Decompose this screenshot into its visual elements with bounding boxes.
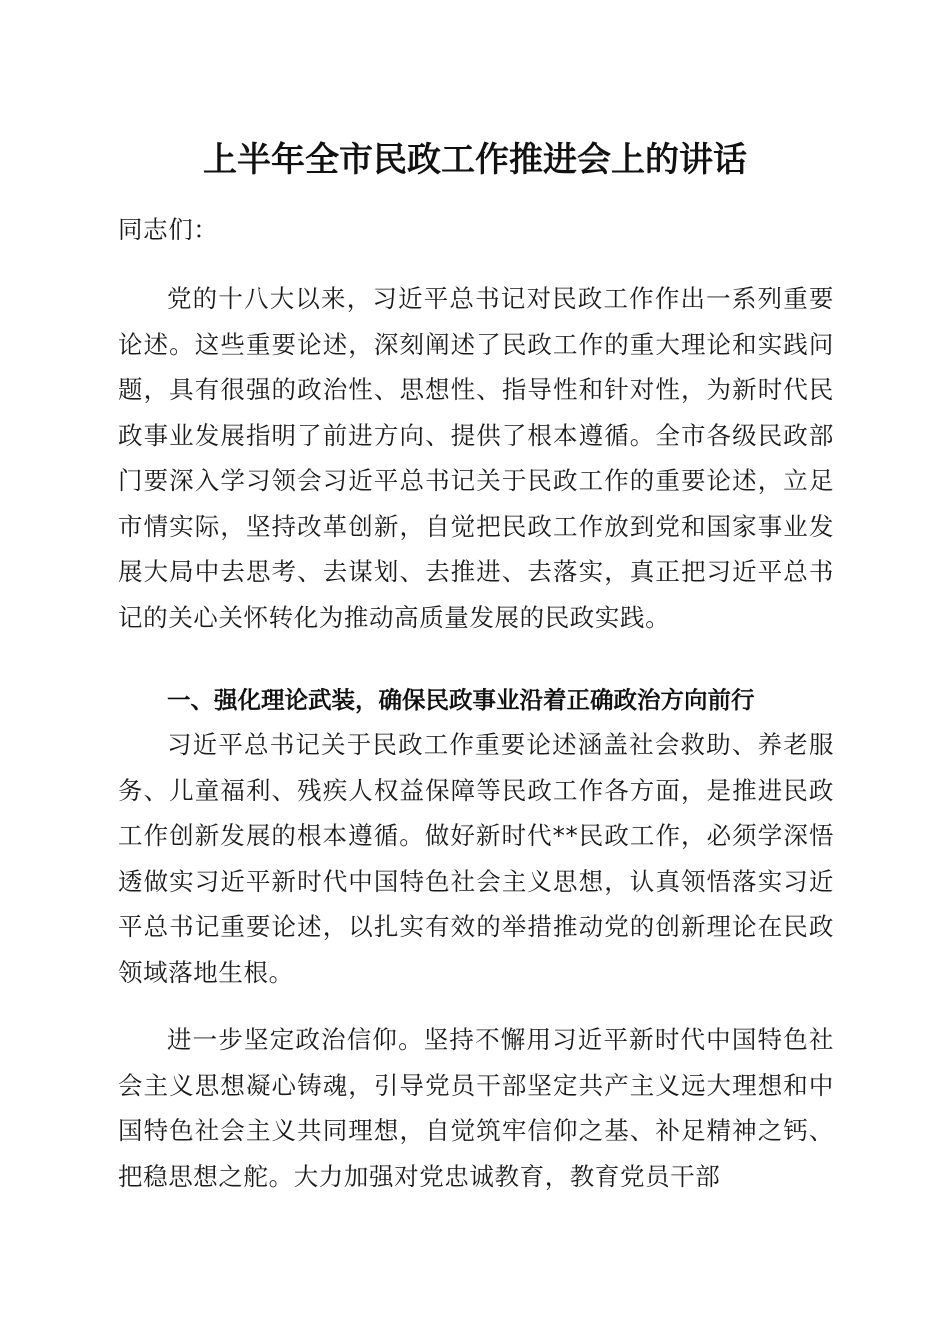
paragraph-political-belief: 进一步坚定政治信仰。坚持不懈用习近平新时代中国特色社会主义思想凝心铸魂，引导党员干部坚定共产主义远大理想和中国特色社会主义共同理想，自觉筑牢信仰之基、补足精神之钙、把稳思想之舵。大力加强对党忠诚教育，教育党员干部 [118, 1025, 834, 1191]
document-title: 上半年全市民政工作推进会上的讲话 [203, 140, 747, 180]
salutation: 同志们： [118, 215, 219, 244]
paragraph-intro: 党的十八大以来，习近平总书记对民政工作作出一系列重要论述。这些重要论述，深刻阐述了民政工作的重大理论和实践问题，具有很强的政治性、思想性、指导性和针对性，为新时代民政事业发展指明了前进方向、提供了根本遵循。全市各级民政部门要深入学习领会习近平总书记关于民政工作的重要论述，立足市情实际，坚持改革创新，自觉把民政工作放到党和国家事业发展大局中去思考、去谋划、去推进、去落实，真正把习近平总书记的关心关怀转化为推动高质量发展的民政实践。 [118, 284, 834, 632]
section-heading-1: 一、强化理论武装，确保民政事业沿着正确政治方向前行 [167, 686, 755, 714]
paragraph-section-1: 习近平总书记关于民政工作重要论述涵盖社会救助、养老服务、儿童福利、残疾人权益保障等民政工作各方面，是推进民政工作创新发展的根本遵循。做好新时代**民政工作，必须学深悟透做实习近平新时代中国特色社会主义思想，认真领悟落实习近平总书记重要论述，以扎实有效的举措推动党的创新理论在民政领域落地生根。 [118, 730, 834, 987]
